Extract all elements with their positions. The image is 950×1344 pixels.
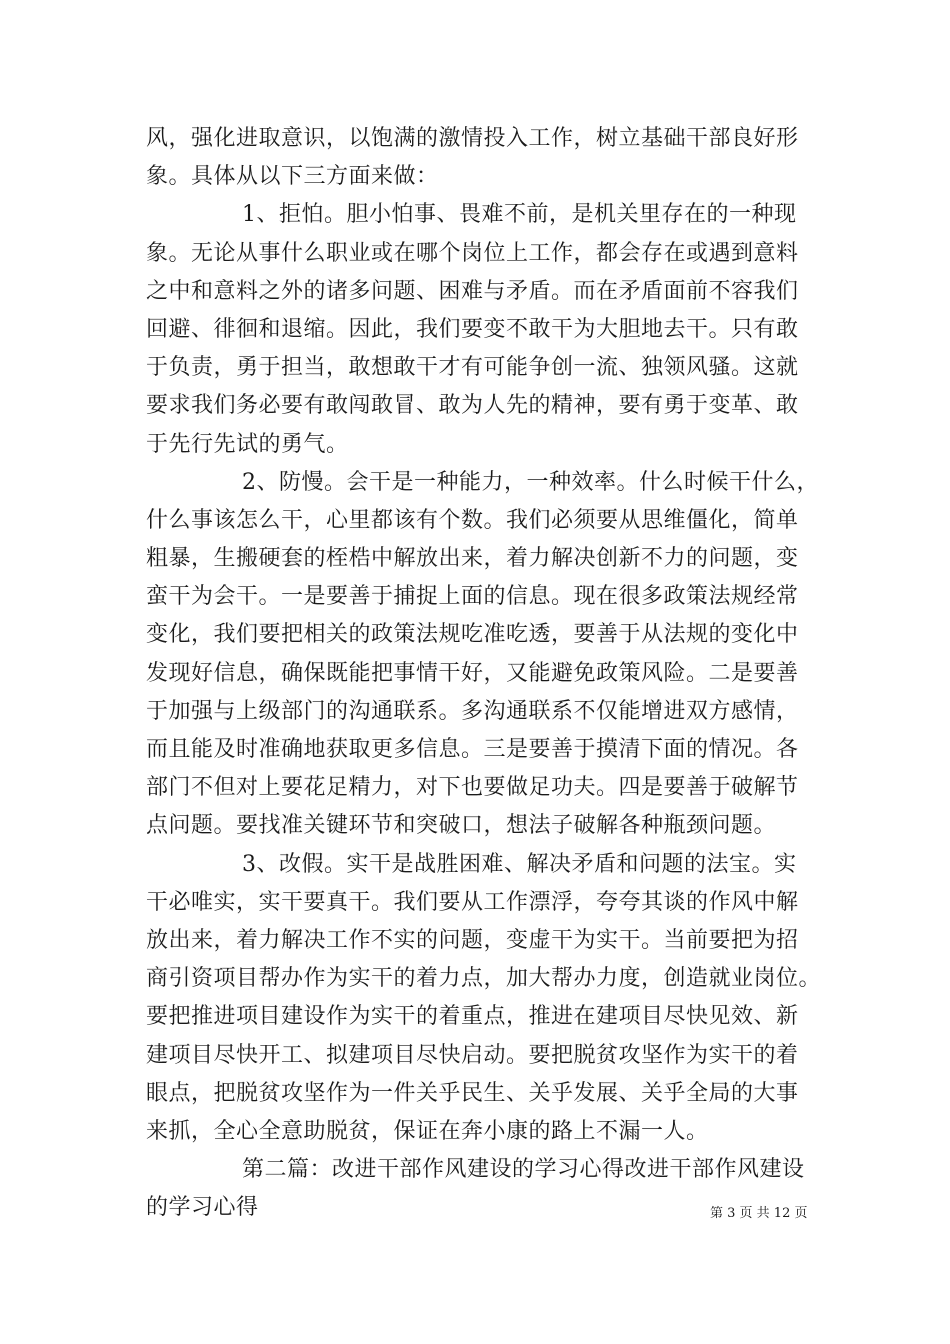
text-line: 象。具体从以下三方面来做： [146,164,439,190]
text-line: 于加强与上级部门的沟通联系。多沟通联系不仅能增进双方感情， [146,698,799,724]
paragraph-heading-1: 1、拒怕。胆小怕事、畏难不前，是机关里存在的一种现 [242,202,797,228]
paragraph-heading-2: 2、防慢。会干是一种能力，一种效率。什么时候干什么， [242,469,819,495]
text-line: 来抓，全心全意助脱贫，保证在奔小康的路上不漏一人。 [146,1118,709,1144]
text-line: 商引资项目帮办作为实干的着力点，加大帮办力度，创造就业岗位。 [146,966,822,992]
paragraph-heading-3: 3、改假。实干是战胜困难、解决矛盾和问题的法宝。实 [242,851,797,877]
text-line: 象。无论从事什么职业或在哪个岗位上工作，都会存在或遇到意料 [146,240,799,266]
text-line: 于先行先试的勇气。 [146,431,349,457]
text-line: 要求我们务必要有敢闯敢冒、敢为人先的精神，要有勇于变革、敢 [146,393,799,419]
text-line: 什么事该怎么干，心里都该有个数。我们必须要从思维僵化，简单 [146,507,799,533]
text-line: 粗暴，生搬硬套的桎梏中解放出来，着力解决创新不力的问题，变 [146,546,799,572]
text-line: 之中和意料之外的诸多问题、困难与矛盾。而在矛盾面前不容我们 [146,278,799,304]
text-line: 干必唯实，实干要真干。我们要从工作漂浮，夸夸其谈的作风中解 [146,889,799,915]
text-line: 风，强化进取意识，以饱满的激情投入工作，树立基础干部良好形 [146,126,799,151]
text-line: 建项目尽快开工、拟建项目尽快启动。要把脱贫攻坚作为实干的着 [146,1042,799,1068]
text-line: 蛮干为会干。一是要善于捕捉上面的信息。现在很多政策法规经常 [146,584,799,610]
section-title-line: 的学习心得 [146,1195,259,1221]
page-number-footer: 第 3 页 共 12 页 [710,1206,808,1221]
text-line: 点问题。要找准关键环节和突破口，想法子破解各种瓶颈问题。 [146,813,777,839]
section-title-line: 第二篇：改进干部作风建设的学习心得改进干部作风建设 [242,1157,805,1183]
text-line: 变化，我们要把相关的政策法规吃准吃透，要善于从法规的变化中 [146,622,799,648]
text-line: 回避、徘徊和退缩。因此，我们要变不敢干为大胆地去干。只有敢 [146,316,799,342]
text-line: 于负责，勇于担当，敢想敢干才有可能争创一流、独领风骚。这就 [146,355,799,381]
text-line: 放出来，着力解决工作不实的问题，变虚干为实干。当前要把为招 [146,927,799,953]
text-line: 要把推进项目建设作为实干的着重点，推进在建项目尽快见效、新 [146,1004,799,1030]
text-line: 而且能及时准确地获取更多信息。三是要善于摸清下面的情况。各 [146,737,799,762]
body-text [146,120,822,1227]
text-line: 发现好信息，确保既能把事情干好，又能避免政策风险。二是要善 [146,660,799,686]
text-line: 眼点，把脱贫攻坚作为一件关乎民生、关乎发展、关乎全局的大事 [146,1080,799,1106]
text-line: 部门不但对上要花足精力，对下也要做足功夫。四是要善于破解节 [146,775,799,801]
